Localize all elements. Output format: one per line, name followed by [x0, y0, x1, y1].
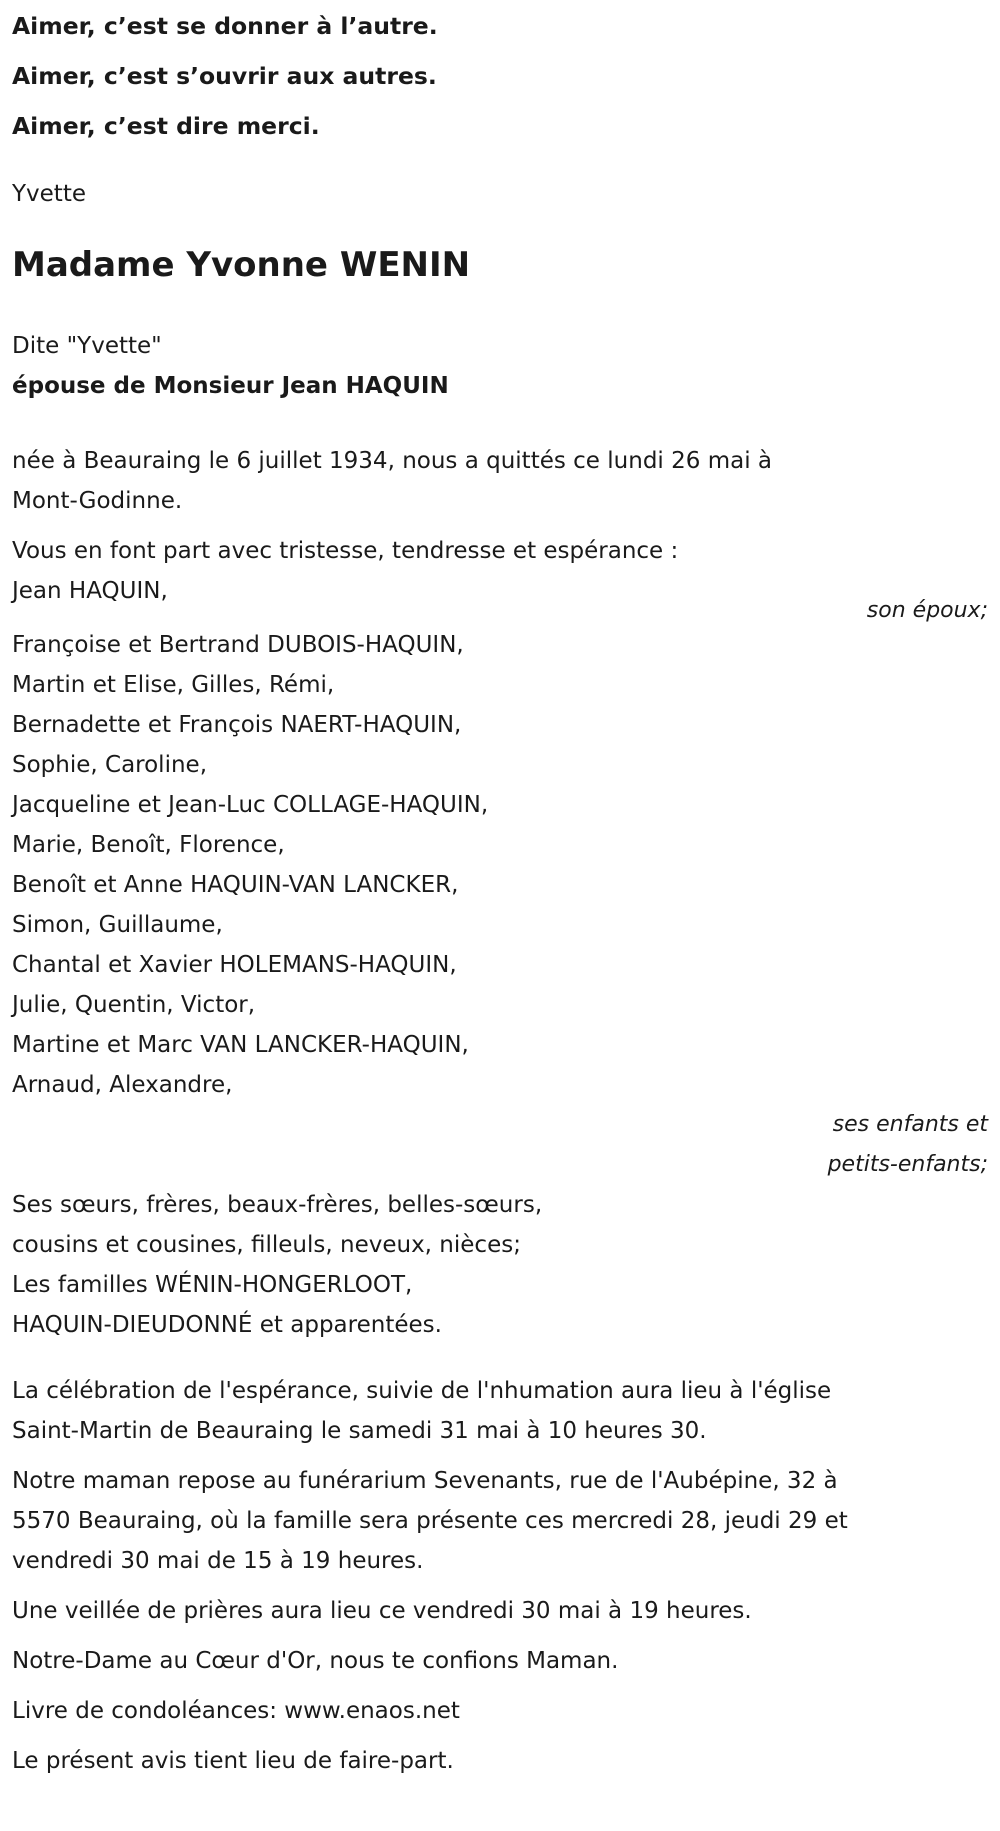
children-line: Benoît et Anne HAQUIN-VAN LANCKER, — [12, 872, 459, 898]
announce-line: Vous en font part avec tristesse, tendresse et espérance : — [12, 538, 679, 564]
funerarium-paragraph — [12, 1461, 988, 1581]
prayer-line: Notre-Dame au Cœur d'Or, nous te confions Maman. — [12, 1648, 619, 1674]
children-line: Martine et Marc VAN LANCKER-HAQUIN, — [12, 1032, 469, 1058]
family-block — [12, 1185, 988, 1345]
vigil-line: Une veillée de prières aura lieu ce vendredi 30 mai à 19 heures. — [12, 1598, 752, 1624]
dite-line: Dite "Yvette" — [12, 333, 162, 359]
husband-name: Jean HAQUIN, — [12, 578, 168, 604]
children-line: Chantal et Xavier HOLEMANS-HAQUIN, — [12, 952, 457, 978]
children-line: Sophie, Caroline, — [12, 752, 208, 778]
birth-line: Mont-Godinne. — [12, 488, 183, 514]
spouse-line: épouse de Monsieur Jean HAQUIN — [12, 373, 449, 399]
funerarium-line: Notre maman repose au funérarium Sevenants, rue de l'Aubépine, 32 à — [12, 1468, 838, 1494]
children-role: petits-enfants; — [827, 1152, 988, 1177]
nickname: Yvette — [12, 181, 86, 207]
children-line: Jacqueline et Jean-Luc COLLAGE-HAQUIN, — [12, 792, 489, 818]
maxim-line: Aimer, c’est dire merci. — [12, 112, 320, 140]
children-line: Marie, Benoît, Florence, — [12, 832, 285, 858]
maxim-line: Aimer, c’est se donner à l’autre. — [12, 12, 438, 40]
maxim-line: Aimer, c’est s’ouvrir aux autres. — [12, 62, 437, 90]
children-line: Julie, Quentin, Victor, — [12, 992, 256, 1018]
funerarium-line: vendredi 30 mai de 15 à 19 heures. — [12, 1548, 424, 1574]
children-line: Simon, Guillaume, — [12, 912, 223, 938]
children-line: Arnaud, Alexandre, — [12, 1072, 233, 1098]
ceremony-line: La célébration de l'espérance, suivie de l'nhumation aura lieu à l'église — [12, 1378, 832, 1404]
funerarium-line: 5570 Beauraing, où la famille sera présente ces mercredi 28, jeudi 29 et — [12, 1508, 848, 1534]
deceased-name: Madame Yvonne WENIN — [12, 245, 471, 285]
family-line: Ses sœurs, frères, beaux-frères, belles-sœurs, — [12, 1192, 543, 1218]
husband-role: son époux; — [866, 598, 988, 623]
ceremony-line: Saint-Martin de Beauraing le samedi 31 mai à 10 heures 30. — [12, 1418, 707, 1444]
children-line: Bernadette et François NAERT-HAQUIN, — [12, 712, 462, 738]
family-line: cousins et cousines, filleuls, neveux, nièces; — [12, 1232, 521, 1258]
maxims — [12, 0, 988, 151]
children-line: Martin et Elise, Gilles, Rémi, — [12, 672, 335, 698]
children-line: Françoise et Bertrand DUBOIS-HAQUIN, — [12, 632, 464, 658]
children-block — [12, 625, 988, 1185]
announce-block — [12, 531, 988, 631]
children-role: ses enfants et — [832, 1112, 988, 1137]
condolences-line: Livre de condoléances: www.enaos.net — [12, 1698, 460, 1724]
notice-line: Le présent avis tient lieu de faire-part. — [12, 1748, 454, 1774]
family-line: HAQUIN-DIEUDONNÉ et apparentées. — [12, 1312, 442, 1338]
birth-paragraph — [12, 441, 988, 521]
birth-line: née à Beauraing le 6 juillet 1934, nous a quittés ce lundi 26 mai à — [12, 448, 772, 474]
ceremony-paragraph — [12, 1371, 988, 1451]
family-line: Les familles WÉNIN-HONGERLOOT, — [12, 1272, 413, 1298]
